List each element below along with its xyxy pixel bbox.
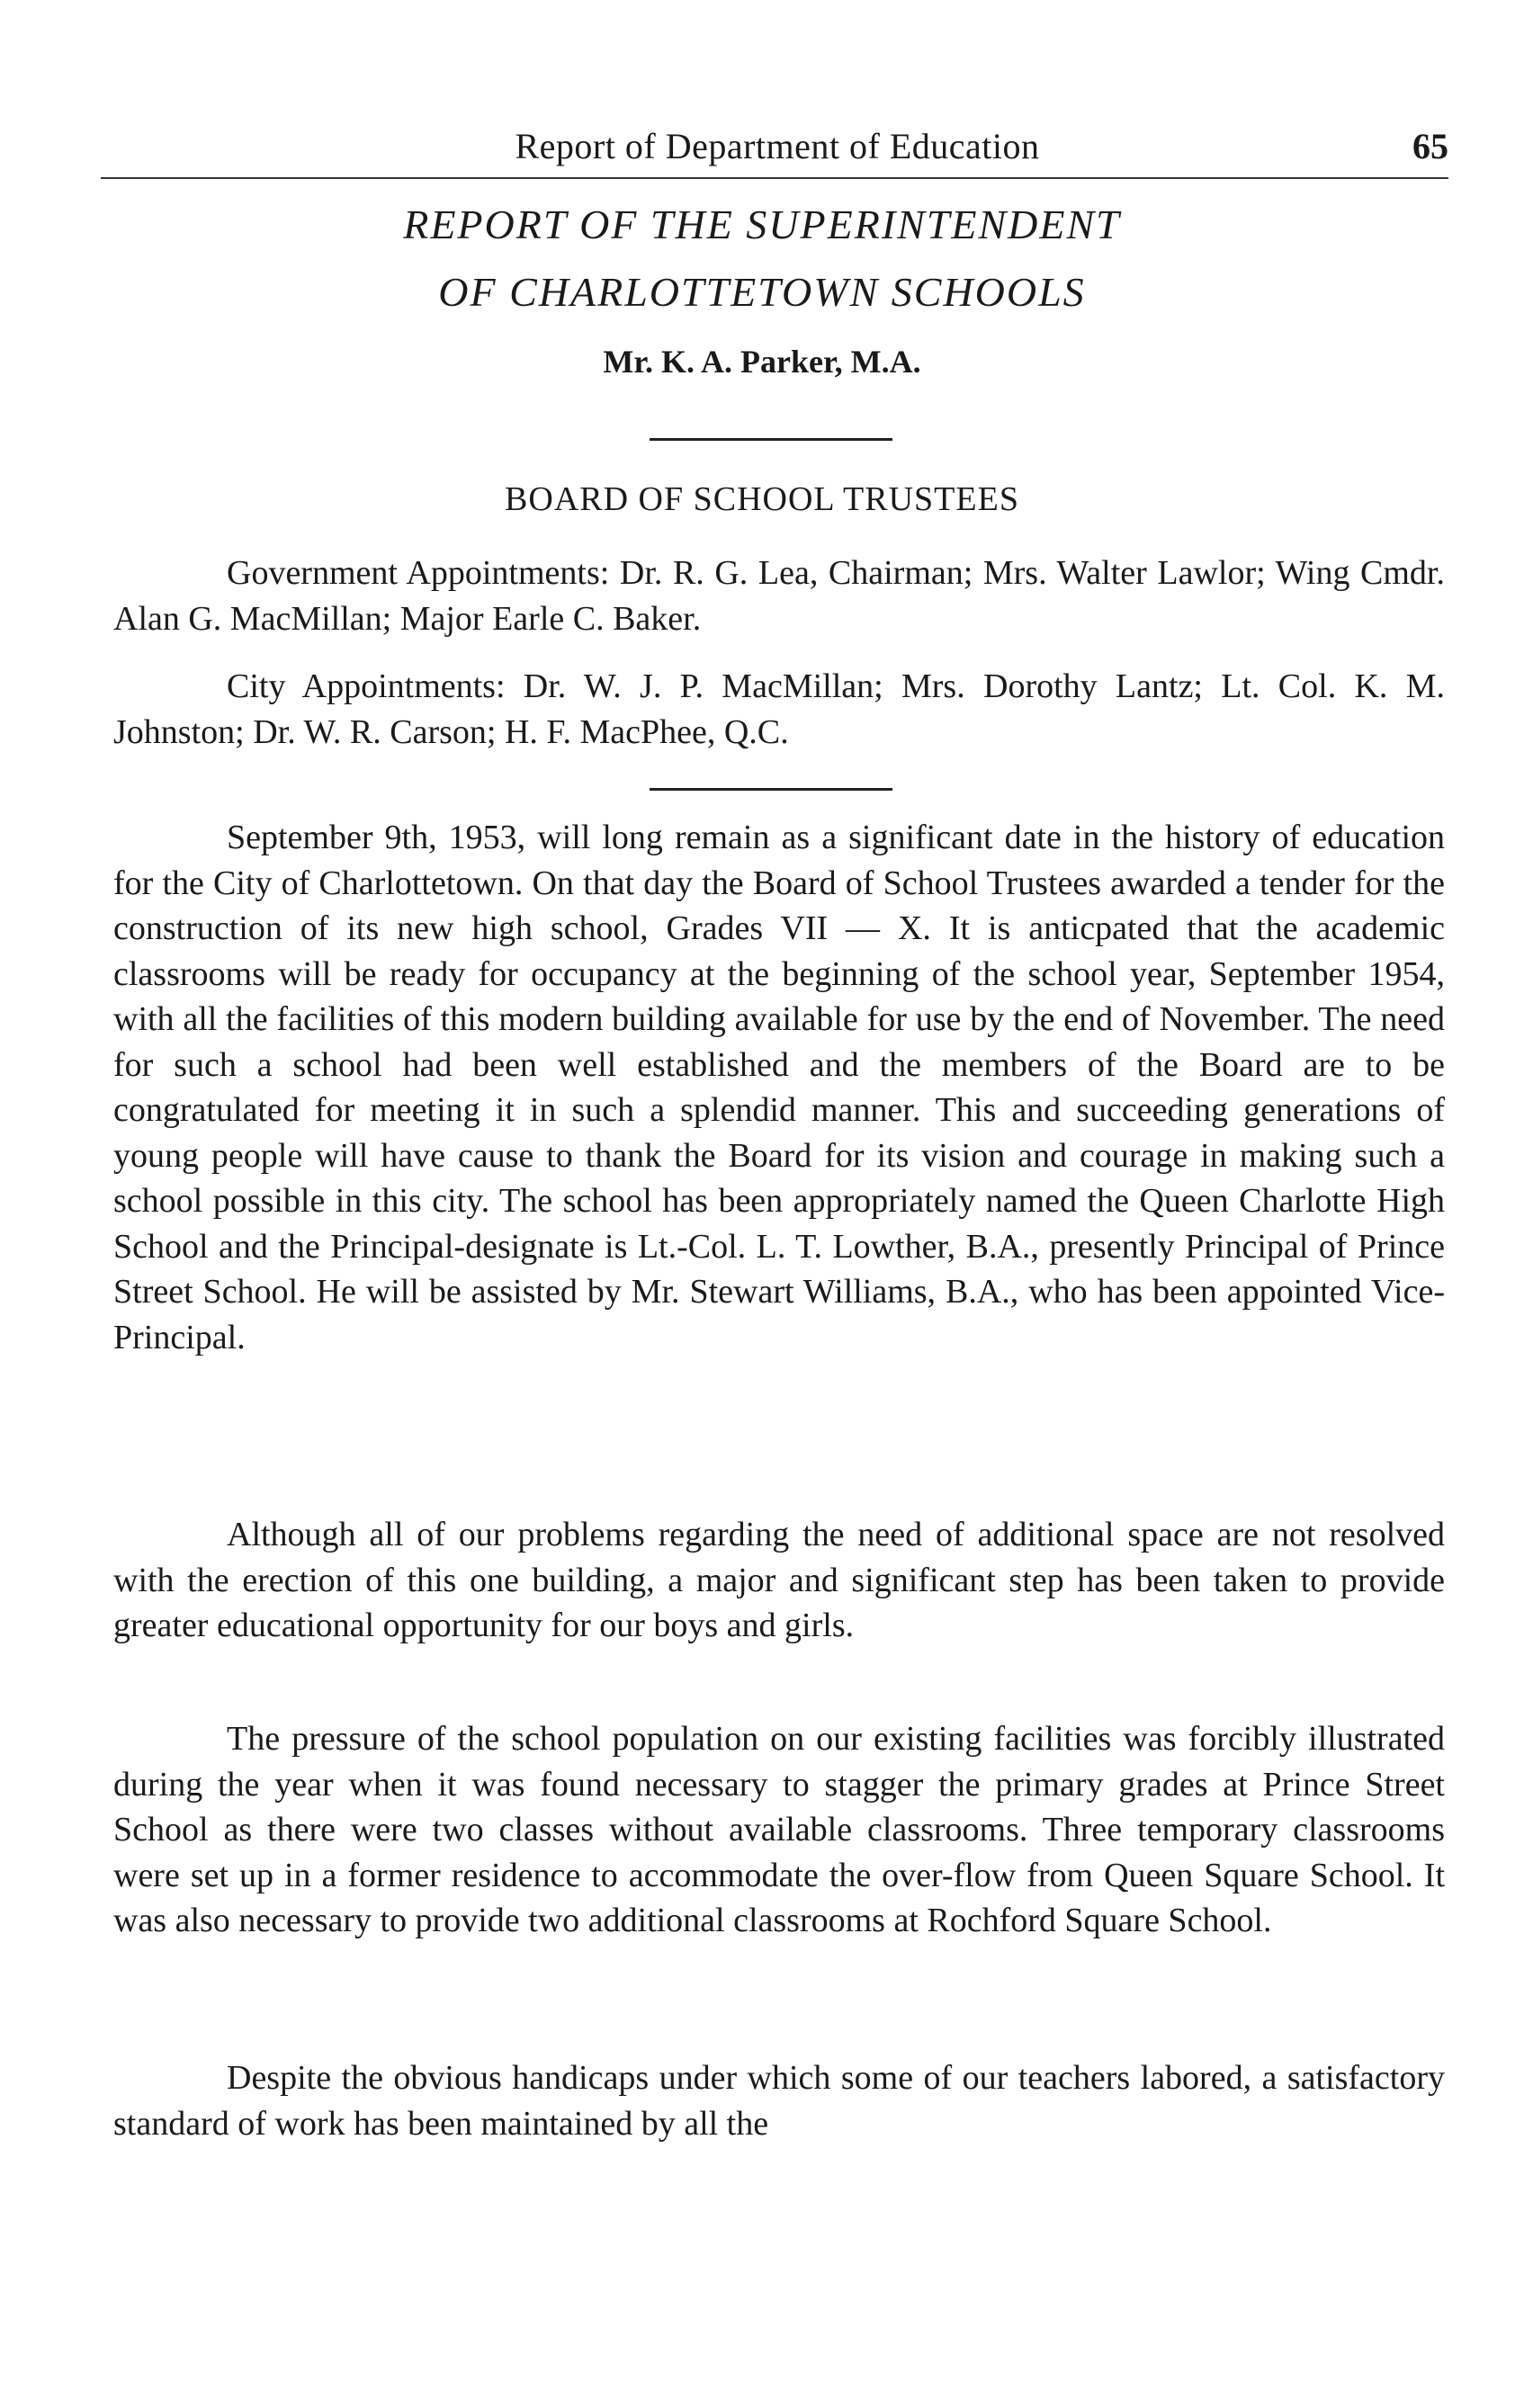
body-paragraph: September 9th, 1953, will long remain as a significant date in the history of education for the City of Charlottetown. On that day the Board of School Trustees awarded a tender for the construction of its new high school, Grades VII — X. It is anticpated that the academic classrooms will be ready for occupancy at the beginning of the school year, September 1954, with all the facilities of this modern building available for use by the end of November. The need for such a school had been well established and the members of the Board are to be congratulated for meeting it in such a splendid manner. This and succeeding generations of young people will have cause to thank the Board for its vision and courage in making such a school possible in this city. The school has been appropriately named the Queen Charlotte High School and the Principal-designate is Lt.-Col. L. T. Lowther, B.A., presently Principal of Prince Street School. He will be assisted by Mr. Stewart Williams, B.A., who has been appointed Vice-Principal. [113,819,1445,1356]
report-title-line2: OF CHARLOTTETOWN SCHOOLS [438,269,1086,315]
header-rule [101,177,1448,179]
body-paragraph: The pressure of the school population on our existing facilities was forcibly illustrated during the year when it was found necessary to stagger the primary grades at Prince Street School as there were two classes without available classrooms. Three temporary classrooms were set up in a former residence to accommodate the over-flow from Queen Square School. It was also necessary to provide two additional classrooms at Rochford Square School. [113,1720,1445,1939]
running-header [106,124,1448,169]
author-name: Mr. K. A. Parker, M.A. [603,344,921,380]
body-paragraph: Although all of our problems regarding the need of additional space are not resolved with the erection of this one building, a major and significant step has been taken to provide greater educational opportunity for our boys and girls. [113,1516,1445,1644]
page-number: 65 [1412,126,1448,166]
running-title: Report of Department of Education [515,126,1040,166]
city-appointments: City Appointments: Dr. W. J. P. MacMillan; Mrs. Dorothy Lantz; Lt. Col. K. M. Johnston; Dr. W. R. Carson; H. F. MacPhee, Q.C. [113,667,1445,751]
report-title-line1: REPORT OF THE SUPERINTENDENT [403,201,1121,247]
body-paragraph: Despite the obvious handicaps under which some of our teachers labored, a satisfactory standard of work has been maintained by all the [113,2059,1445,2143]
section-divider [650,438,892,441]
government-appointments: Government Appointments: Dr. R. G. Lea, Chairman; Mrs. Walter Lawlor; Wing Cmdr. Alan G. MacMillan; Major Earle C. Baker. [113,554,1445,638]
board-heading: BOARD OF SCHOOL TRUSTEES [505,480,1019,518]
section-divider [650,788,892,791]
